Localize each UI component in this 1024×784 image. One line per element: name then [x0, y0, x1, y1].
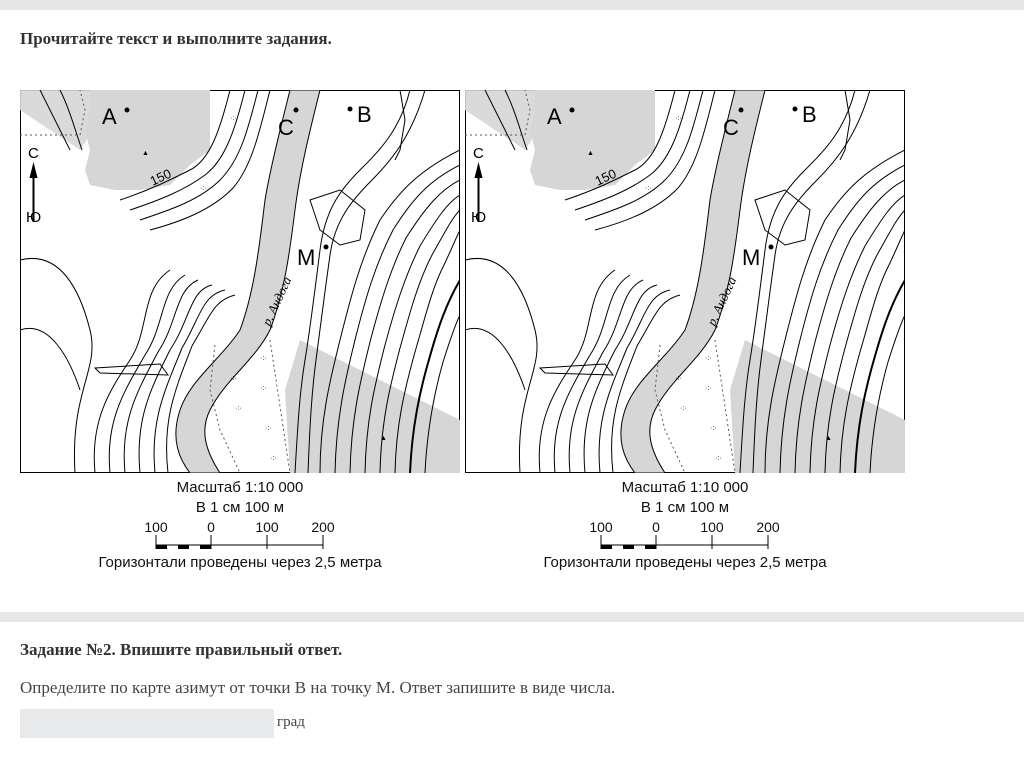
- label-point-c: С: [723, 115, 739, 140]
- task-title: Задание №2. Впишите правильный ответ.: [20, 640, 343, 659]
- label-point-m: М: [742, 245, 761, 270]
- svg-text:▲: ▲: [380, 435, 387, 442]
- contour-note: Горизонтали проведены через 2,5 метра: [543, 554, 827, 571]
- svg-text:·:·: ·:·: [230, 115, 237, 122]
- north-label: С: [28, 145, 39, 162]
- south-label: Ю: [471, 209, 487, 226]
- svg-text:·:·: ·:·: [715, 455, 722, 462]
- scale-label: Масштаб 1:10 000: [621, 479, 749, 496]
- contour-note: Горизонтали проведены через 2,5 метра: [98, 554, 382, 571]
- svg-text:·:·: ·:·: [680, 405, 687, 412]
- scale-tick: 200: [311, 519, 335, 535]
- scale-tick: 0: [652, 519, 660, 535]
- scale-note: В 1 см 100 м: [195, 499, 285, 516]
- scale-tick: 200: [756, 519, 780, 535]
- scale-tick: 100: [144, 519, 168, 535]
- task-question: Определите по карте азимут от точки В на точку М. Ответ запишите в виде числа.: [20, 678, 616, 697]
- svg-text:·:·: ·:·: [200, 185, 207, 192]
- svg-text:·:·: ·:·: [270, 455, 277, 462]
- answer-input[interactable]: [20, 709, 274, 738]
- svg-text:▲: ▲: [825, 435, 832, 442]
- answer-unit: град: [277, 714, 305, 730]
- label-point-c: С: [278, 115, 294, 140]
- scale-bar: [591, 519, 791, 559]
- svg-text:·:·: ·:·: [235, 405, 242, 412]
- contour-value-label: 150: [147, 165, 174, 189]
- scale-label: Масштаб 1:10 000: [176, 479, 304, 496]
- label-point-b: В: [357, 102, 372, 127]
- contour-value-label: 150: [592, 165, 619, 189]
- label-point-a: А: [102, 104, 117, 129]
- north-label: С: [473, 145, 484, 162]
- south-label: Ю: [26, 209, 42, 226]
- svg-text:·:·: ·:·: [705, 355, 712, 362]
- svg-text:·:·: ·:·: [710, 425, 717, 432]
- svg-text:·:·: ·:·: [675, 375, 682, 382]
- scale-bar: [146, 519, 346, 559]
- svg-text:·:·: ·:·: [265, 425, 272, 432]
- svg-text:·:·: ·:·: [260, 355, 267, 362]
- topographic-map-right: [465, 90, 905, 473]
- river-label: р. Андога: [258, 274, 295, 328]
- top-divider: [0, 0, 1024, 10]
- instruction-heading: Прочитайте текст и выполните задания.: [20, 29, 332, 48]
- scale-tick: 100: [700, 519, 724, 535]
- svg-text:▲: ▲: [587, 150, 594, 157]
- svg-text:·:·: ·:·: [260, 385, 267, 392]
- svg-text:·:·: ·:·: [705, 385, 712, 392]
- scale-note: В 1 см 100 м: [640, 499, 730, 516]
- svg-text:·:·: ·:·: [675, 115, 682, 122]
- svg-text:·:·: ·:·: [645, 185, 652, 192]
- label-point-a: А: [547, 104, 562, 129]
- scale-tick: 100: [589, 519, 613, 535]
- topographic-map-left: [20, 90, 460, 473]
- svg-text:·:·: ·:·: [230, 375, 237, 382]
- svg-text:▲: ▲: [142, 150, 149, 157]
- label-point-m: М: [297, 245, 316, 270]
- section-divider: [0, 612, 1024, 622]
- river-label: р. Андога: [703, 274, 740, 328]
- scale-tick: 0: [207, 519, 215, 535]
- scale-tick: 100: [255, 519, 279, 535]
- label-point-b: В: [802, 102, 817, 127]
